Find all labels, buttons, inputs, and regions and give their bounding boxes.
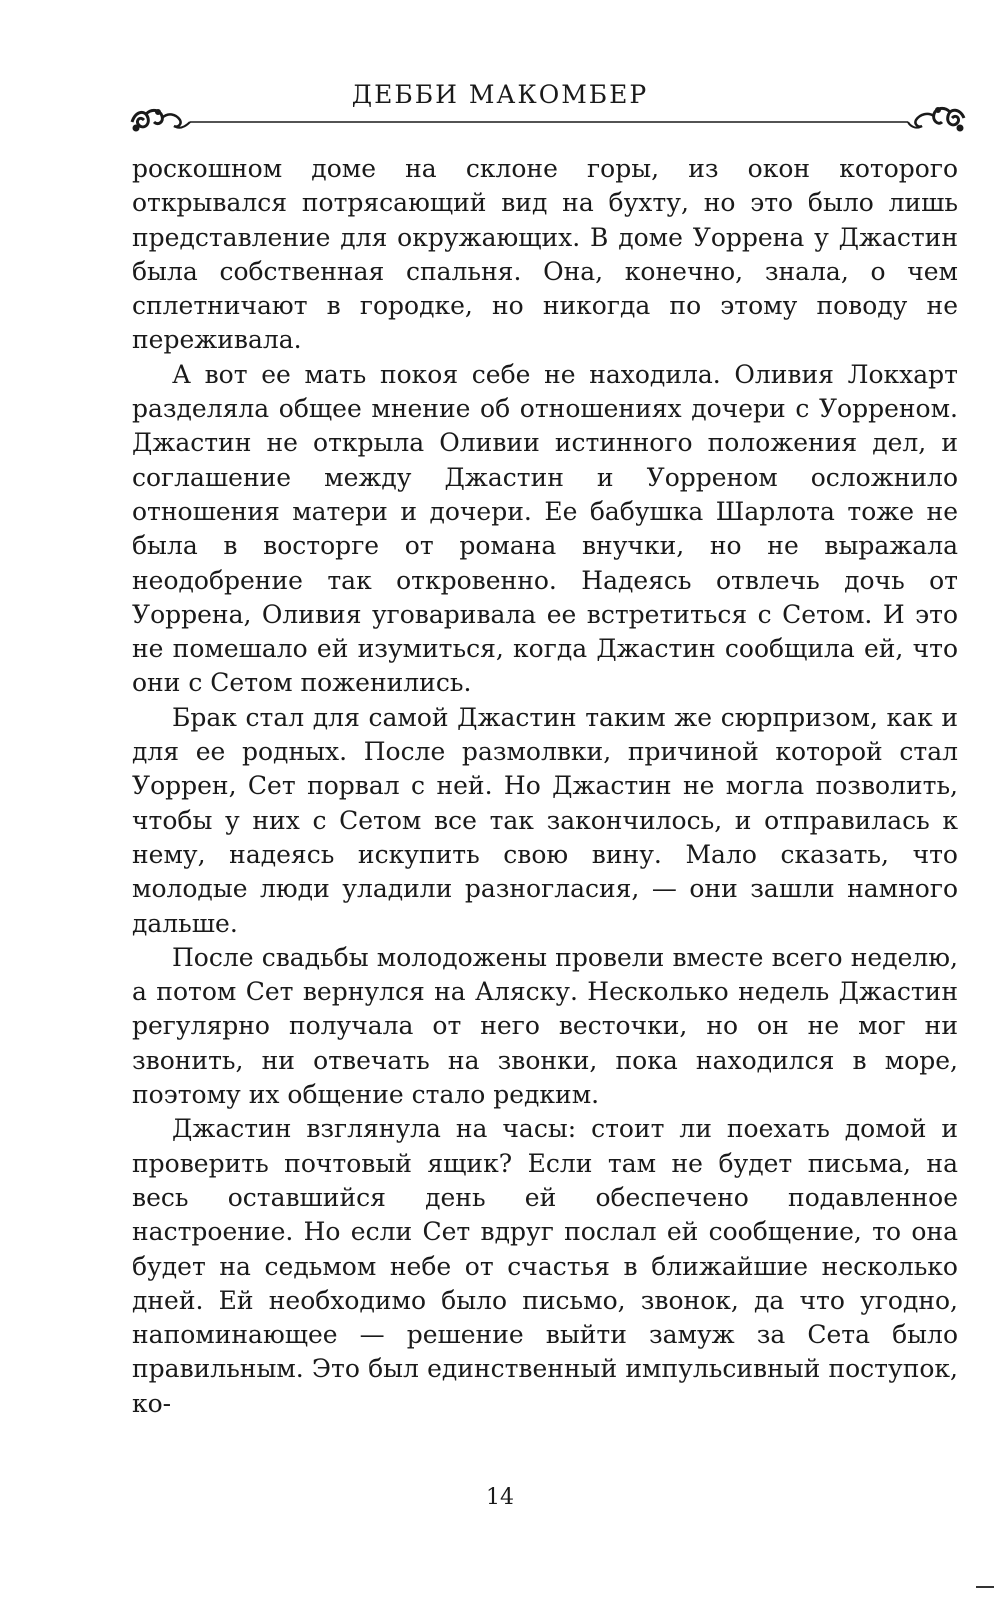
right-flourish-icon <box>908 108 964 132</box>
main-text <box>132 152 958 1421</box>
paragraph-5: Джастин взглянула на часы: стоит ли поехать домой и проверить почтовый ящик? Если там не будет письма, на весь оставшийся день ей обеспечено подавленное настроение. Но если Сет вдруг послал ей сообщение, то она будет на седьмом небе от счастья в ближайшие несколько дней. Ей необходимо было письмо, звонок, да что угодно, напоминающее — решение выйти замуж за Сета было правильным. Это был единственный импульсивный поступок, ко- <box>132 1114 958 1418</box>
paragraph-4: После свадьбы молодожены провели вместе всего неделю, а потом Сет вернулся на Аляску. Несколько недель Джастин регулярно получала от него весточки, но он не мог ни звонить, ни отвечать на звонки, пока находился в море, поэтому их общение стало редким. <box>132 942 958 1110</box>
corner-crop-mark <box>976 1586 994 1598</box>
paragraph-2: А вот ее мать покоя себе не находила. Оливия Локхарт разделяла общее мнение об отношениях дочери с Уорреном. Джастин не открыла Оливии истинного положения дел, и соглашение между Джастин и Уорреном осложнило отношения матери и дочери. Ее бабушка Шарлота тоже не была в восторге от романа внучки, но не выражала неодобрение так откровенно. Надеясь отвлечь дочь от Уоррена, Оливия уговаривала ее встретиться с Сетом. И это не помешало ей изумиться, когда Джастин сообщила ей, что они с Сетом поженились. <box>132 359 958 698</box>
page-number: 14 <box>486 1485 514 1510</box>
running-header: ДЕББИ МАКОМБЕР <box>351 80 649 109</box>
left-flourish-icon <box>132 110 190 132</box>
header-ornament-rule <box>128 100 968 140</box>
paragraph-1: роскошном доме на склоне горы, из окон которого открывался потрясающий вид на бухту, но это было лишь представление для окружающих. В доме Уоррена у Джастин была собственная спальня. Она, конечно, знала, о чем сплетничают в городке, но никогда по этому поводу не переживала. <box>132 154 958 355</box>
paragraph-3: Брак стал для самой Джастин таким же сюрпризом, как и для ее родных. После размолвки, причиной которой стал Уоррен, Сет порвал с ней. Но Джастин не могла позволить, чтобы у них с Сетом все так закончилось, и отправилась к нему, надеясь искупить свою вину. Мало сказать, что молодые люди уладили разногласия, — они зашли намного дальше. <box>132 702 958 938</box>
